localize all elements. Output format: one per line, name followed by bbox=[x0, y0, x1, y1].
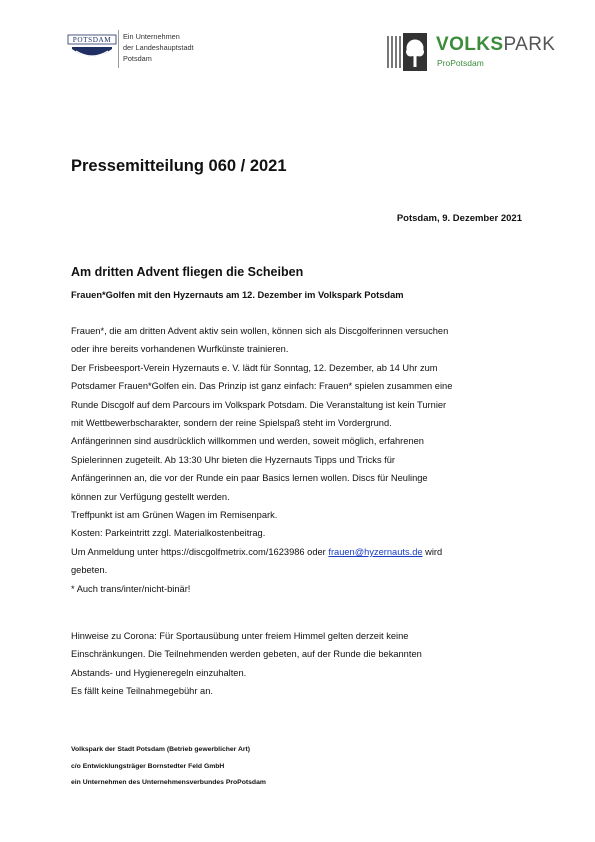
body-line: Treffpunkt ist am Grünen Wagen im Remisenpark. bbox=[71, 510, 278, 521]
body-line: Frauen*, die am dritten Advent aktiv sein wollen, können sich als Discgolferinnen versuchen bbox=[71, 326, 449, 336]
body-line: oder ihre bereits vorhandenen Wurfkünste trainieren. bbox=[71, 344, 289, 355]
corona-line: Abstands- und Hygieneregeln einzuhalten. bbox=[71, 667, 247, 678]
volkspark-subline: ProPotsdam bbox=[437, 58, 484, 68]
footer-line: c/o Entwicklungsträger Bornstedter Feld GmbH bbox=[71, 762, 225, 770]
registration-line-2: gebeten. bbox=[71, 565, 108, 576]
body-line: Potsdamer Frauen*Golfen ein. Das Prinzip ist ganz einfach: Frauen* spielen zusammen eine bbox=[71, 381, 453, 392]
footnote: * Auch trans/inter/nicht-binär! bbox=[71, 583, 191, 594]
body-line: Anfängerinnen sind ausdrücklich willkommen und werden, soweit möglich, erfahrenen bbox=[71, 436, 424, 447]
potsdam-line-2: der Landeshauptstadt bbox=[123, 43, 194, 52]
corona-line: Hinweise zu Corona: Für Sportausübung unter freiem Himmel gelten derzeit keine bbox=[71, 631, 409, 641]
body-line: Spielerinnen zugeteilt. Ab 13:30 Uhr bieten die Hyzernauts Tipps und Tricks für bbox=[71, 454, 396, 465]
body-line: Anfängerinnen an, die vor der Runde ein paar Basics lernen wollen. Discs für Neulinge bbox=[71, 473, 428, 484]
body-line: Runde Discgolf auf dem Parcours im Volkspark Potsdam. Die Veranstaltung ist kein Turnier bbox=[71, 399, 447, 410]
footer-line: ein Unternehmen des Unternehmensverbundes ProPotsdam bbox=[71, 779, 266, 786]
potsdam-line-1: Ein Unternehmen bbox=[123, 32, 180, 41]
body-line: mit Wettbewerbscharakter, sondern der reine Spielspaß steht im Vordergrund. bbox=[71, 418, 392, 429]
registration-line bbox=[71, 543, 452, 561]
potsdam-wordmark: POTSDAM bbox=[72, 36, 112, 45]
registration-text-after: wird bbox=[422, 546, 443, 557]
document-title: Pressemitteilung 060 / 2021 bbox=[71, 157, 287, 175]
volkspark-tree-icon bbox=[386, 33, 428, 71]
potsdam-logo-icon bbox=[66, 34, 118, 68]
corona-line: Einschränkungen. Die Teilnehmenden werden gebeten, auf der Runde die bekannten bbox=[71, 649, 422, 660]
potsdam-owner-note bbox=[123, 31, 194, 64]
potsdam-line-3: Potsdam bbox=[123, 54, 152, 63]
header-divider bbox=[118, 30, 119, 68]
body-line: Kosten: Parkeintritt zzgl. Materialkostenbeitrag. bbox=[71, 528, 266, 539]
corona-paragraph bbox=[71, 627, 422, 701]
corona-line: Es fällt keine Teilnahmegebühr an. bbox=[71, 686, 213, 697]
volkspark-brand-park: PARK bbox=[503, 34, 556, 55]
body-line: Der Frisbeesport-Verein Hyzernauts e. V. lädt für Sonntag, 12. Dezember, ab 14 Uhr zum bbox=[71, 362, 438, 373]
body-line: können zur Verfügung gestellt werden. bbox=[71, 491, 230, 502]
volkspark-brand bbox=[436, 34, 555, 56]
volkspark-brand-volks: VOLKS bbox=[436, 34, 504, 55]
headline: Am dritten Advent fliegen die Scheiben bbox=[71, 265, 304, 279]
document-date: Potsdam, 9. Dezember 2021 bbox=[396, 213, 522, 224]
email-link[interactable]: frauen@hyzernauts.de bbox=[328, 546, 423, 557]
registration-text: Um Anmeldung unter https://discgolfmetrix.com/1623986 oder bbox=[71, 546, 329, 557]
footer bbox=[71, 742, 266, 792]
body-paragraph bbox=[71, 322, 452, 598]
footer-line: Volkspark der Stadt Potsdam (Betrieb gewerblicher Art) bbox=[71, 746, 251, 753]
subheadline: Frauen*Golfen mit den Hyzernauts am 12. Dezember im Volkspark Potsdam bbox=[71, 290, 404, 300]
